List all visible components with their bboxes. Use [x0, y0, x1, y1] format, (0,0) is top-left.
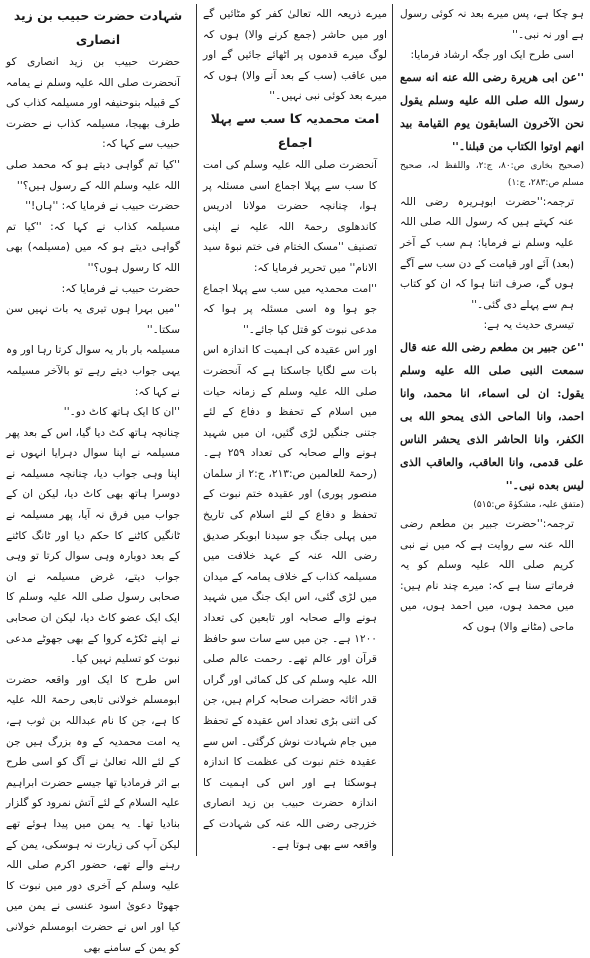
arabic-quote: ''عن ابی هريرة رضی الله عنه انه سمع رسول الله صلی الله عليه وسلم يقول نحن الآخرون السابقون يوم القيامة بيد انهم اوتوا الكتاب من قبلنا۔'': [400, 69, 584, 153]
paragraph: ''ان کا ایک ہاتھ کاٹ دو۔'': [63, 406, 180, 419]
paragraph: تیسری حدیث یہ ہے:: [483, 319, 574, 332]
paragraph: ہو چکا ہے، پس میرے بعد نہ کوئی رسول ہے اور نہ نبی۔'': [400, 8, 584, 41]
paragraph: آنحضرت صلی اللہ علیہ وسلم کی امت کا سب سے پہلا اجماع اسی مسئلہ پر ہوا، چنانچہ حضرت مولانا ادریس کاندھلوی رحمۃ اللہ علیہ نے اپنی تصنیف ''مسک الختام فی ختم نبوۃ سید الانام'' میں تحریر فرمایا کہ:: [203, 158, 377, 274]
middle-column: [203, 4, 387, 856]
paragraph: اور اس عقیدہ کی اہمیت کا اندازہ اس بات سے لگایا جاسکتا ہے کہ آنحضرت صلی اللہ علیہ وسلم کے زمانہ حیات میں اسلام کے تحفظ و دفاع کے لئے جتنی جنگیں لڑی گئیں، ان میں شہید ہونے والے صحابہ کی تعداد ۲۵۹ ہے۔ (رحمۃ للعالمین ص:۲۱۳، ج:۲ از سلمان منصور پوری) اور عقیدہ ختم نبوت کے تحفظ و دفاع کے لئے اسلام کی تاریخ میں پہلی جنگ جو سیدنا ابوبکر صدیق رضی اللہ عنہ کے عہد خلافت میں مسیلمہ کذاب کے خلاف یمامہ کے میدان میں لڑی گئی، اس ایک جنگ میں شہید ہونے والے صحابہ اور تابعین کی تعداد ۱۲۰۰ ہے۔ جن میں سے سات سو حافظ قرآن اور عالم تھے۔ رحمت عالم صلی اللہ علیہ وسلم کی کل کمائی اور گراں قدر اثاثہ حضرات صحابہ کرام ہیں، جن کی اتنی بڑی تعداد اس عقیدہ کے تحفظ میں جام شہادت نوش کرگئی۔ اس سے عقیدہ ختم نبوت کی عظمت کا اندازہ ہوسکتا ہے اور اس کی اہمیت کا اندازہ حضرت حبیب بن زید انصاری خزرجی رضی اللہ عنہ کی شہادت کے واقعہ سے بھی ہوتا ہے۔: [203, 344, 377, 851]
column-divider: [392, 4, 393, 856]
paragraph: ''میں بہرا ہوں تیری یہ بات نہیں سن سکتا۔'': [6, 303, 180, 336]
section-heading: شہادت حضرت حبیب بن زید انصاری: [13, 8, 183, 47]
paragraph: اسی طرح ایک اور جگہ ارشاد فرمایا:: [410, 49, 574, 62]
paragraph: اس طرح کا ایک اور واقعہ حضرت ابومسلم خولانی تابعی رحمۃ اللہ علیہ کا ہے، جن کا نام عبداللہ بن ثوب ہے، یہ امت محمدیہ کے وہ بزرگ ہیں جن کے لئے اللہ تعالیٰ نے آگ کو اسی طرح بے اثر فرمادیا تھا جیسے حضرت ابراہیم علیہ السلام کے لئے آتش نمرود کو گلزار بنادیا تھا۔ یہ یمن میں پیدا ہوئے تھے لیکن آپ کی زیارت نہ ہوسکی، یمن کے رہنے والے تھے، حضور اکرم صلی اللہ علیہ وسلم کے آخری دور میں نبوت کا جھوٹا دعویٰ اسود عنسی نے یمن میں کیا اور اس نے حضرت ابومسلم خولانی کو یمن کے سامنے بھی: [6, 673, 180, 954]
arabic-quote: ''عن جبير بن مطعم رضی الله عنه قال سمعت النبی صلی الله عليه وسلم يقول: ان لی اسماء، انا محمد، وانا احمد، وانا الماحی الذی يمحو الله بی الكفر، وانا الحاشر الذی يحشر الناس علی قدمی، وانا العاقب، والعاقب الذی ليس بعده نبی۔'': [400, 339, 584, 492]
paragraph: مسیلمہ بار بار یہ سوال کرتا رہا اور وہ یہی جواب دیتے رہے تو بالآخر مسیلمہ نے کہا کہ:: [6, 344, 180, 398]
right-column: [400, 4, 584, 856]
paragraph: ''امت محمدیہ میں سب سے پہلا اجماع جو ہوا وہ اسی مسئلہ پر ہوا کہ مدعی نبوت کو قتل کیا جائے۔'': [203, 282, 377, 336]
left-column: [6, 4, 190, 954]
section-heading: امت محمدیہ کا سب سے پہلا اجماع: [210, 110, 380, 150]
column-divider: [196, 4, 197, 856]
citation: (صحیح بخاری ص:۸۰، ج:۲، واللفظ لہ، صحیح مسلم ص:۲۸۳، ج:۱): [400, 160, 584, 188]
paragraph: ترجمہ:''حضرت جبیر بن مطعم رضی اللہ عنہ سے روایت ہے کہ میں نے نبی کریم صلی اللہ علیہ وسلم کو یہ فرماتے سنا ہے کہ: میرے چند نام ہیں: میں محمد ہوں، میں احمد ہوں، میں ماحی (مٹانے والا) ہوں کہ: [400, 517, 574, 633]
paragraph: ''کیا تم گواہی دیتے ہو کہ محمد صلی اللہ علیہ وسلم اللہ کے رسول ہیں؟'': [6, 158, 180, 192]
paragraph: حضرت حبیب نے فرمایا کہ:: [61, 282, 180, 295]
paragraph: میرے ذریعہ اللہ تعالیٰ کفر کو مٹائیں گے اور میں حاشر (جمع کرنے والا) ہوں کہ لوگ میرے قدموں پر اٹھائے جائیں گے اور میں عاقب (سب کے بعد آنے والا) ہوں کہ میرے بعد کوئی نبی نہیں۔'': [203, 8, 387, 103]
citation: (متفق علیہ، مشکوٰۃ ص:۵۱۵): [473, 499, 584, 510]
paragraph: ترجمہ:''حضرت ابوہریرہ رضی اللہ عنہ کہتے ہیں کہ رسول اللہ صلی اللہ علیہ وسلم نے فرمایا: ہم سب کے آخر (بعد) آئے اور قیامت کے دن سب سے آگے ہوں گے، صرف اتنا ہوا کہ ان کو کتاب ہم سے پہلے دی گئی۔'': [400, 195, 574, 311]
paragraph: حضرت حبیب بن زید انصاری کو آنحضرت صلی اللہ علیہ وسلم نے یمامہ کے قبیلہ بنوحنیفہ اور مسیلمہ کذاب کی طرف بھیجا، مسیلمہ کذاب نے حضرت حبیب سے کہا کہ:: [6, 56, 180, 151]
paragraph: مسیلمہ کذاب نے کہا کہ: ''کیا تم گواہی دیتے ہو کہ میں (مسیلمہ) بھی اللہ کا رسول ہوں؟'': [6, 220, 180, 274]
paragraph: چنانچہ ہاتھ کٹ دیا گیا، اس کے بعد پھر مسیلمہ نے اپنا سوال دہرایا انہوں نے اپنا وہی جواب دیا، چنانچہ مسیلمہ نے دوسرا ہاتھ بھی کاٹ دیا، لیکن ان کے جواب میں فرق نہ آیا، پھر مسیلمہ نے ٹانگیں کاٹنے کا حکم دیا اور ٹانگ کاٹنے کے بعد دوبارہ وہی سوال کرتا تو وہی جواب دیتے، غرض مسیلمہ نے ان صحابی رسول صلی اللہ علیہ وسلم کا ایک ایک عضو کاٹ دیا، لیکن ان صحابی نے اپنے ٹکڑے کروا کے بھی جھوٹے مدعی نبوت کو تسلیم نہیں کیا۔: [6, 426, 180, 666]
paragraph: حضرت حبیب نے فرمایا کہ: ''ہاں!'': [25, 200, 180, 213]
